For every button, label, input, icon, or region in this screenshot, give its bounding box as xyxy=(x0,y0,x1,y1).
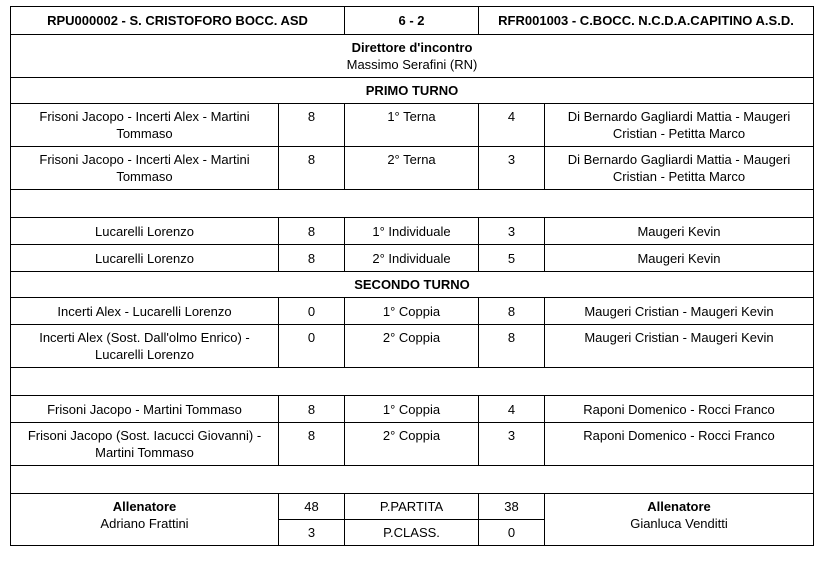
away-players: Maugeri Kevin xyxy=(545,245,814,272)
match-type: 2° Coppia xyxy=(345,325,479,368)
match-report-table xyxy=(10,6,814,546)
match-type: 1° Terna xyxy=(345,104,479,147)
secondo-turno-title: SECONDO TURNO xyxy=(11,272,814,298)
home-score: 0 xyxy=(279,325,345,368)
away-class-points: 0 xyxy=(479,520,545,546)
away-players: Raponi Domenico - Rocci Franco xyxy=(545,423,814,466)
away-coach-name: Gianluca Venditti xyxy=(630,516,728,531)
home-team: RPU000002 - S. CRISTOFORO BOCC. ASD xyxy=(11,7,345,35)
match-type: 1° Coppia xyxy=(345,298,479,325)
away-players: Di Bernardo Gagliardi Mattia - Maugeri Cristian - Petitta Marco xyxy=(545,147,814,190)
home-players: Lucarelli Lorenzo xyxy=(11,245,279,272)
home-partita-points: 48 xyxy=(279,494,345,520)
away-players: Raponi Domenico - Rocci Franco xyxy=(545,396,814,423)
away-score: 3 xyxy=(479,423,545,466)
match-row xyxy=(11,325,814,368)
away-partita-points: 38 xyxy=(479,494,545,520)
totals-row xyxy=(11,494,814,520)
match-score: 6 - 2 xyxy=(345,7,479,35)
home-players: Frisoni Jacopo (Sost. Iacucci Giovanni) - Martini Tommaso xyxy=(11,423,279,466)
class-label: P.CLASS. xyxy=(345,520,479,546)
home-score: 8 xyxy=(279,245,345,272)
match-type: 1° Individuale xyxy=(345,218,479,245)
header-row xyxy=(11,7,814,35)
director-row xyxy=(11,35,814,78)
section-title-row xyxy=(11,272,814,298)
match-row xyxy=(11,298,814,325)
primo-turno-title: PRIMO TURNO xyxy=(11,78,814,104)
partita-label: P.PARTITA xyxy=(345,494,479,520)
home-coach-name: Adriano Frattini xyxy=(100,516,189,531)
home-players: Frisoni Jacopo - Incerti Alex - Martini Tommaso xyxy=(11,147,279,190)
director-name: Massimo Serafini (RN) xyxy=(346,57,478,72)
home-coach-label: Allenatore xyxy=(112,499,177,514)
away-players: Maugeri Cristian - Maugeri Kevin xyxy=(545,298,814,325)
away-score: 8 xyxy=(479,298,545,325)
away-coach-cell xyxy=(545,494,814,546)
home-players: Incerti Alex (Sost. Dall'olmo Enrico) - Lucarelli Lorenzo xyxy=(11,325,279,368)
match-row xyxy=(11,423,814,466)
home-score: 8 xyxy=(279,423,345,466)
home-score: 8 xyxy=(279,218,345,245)
away-score: 3 xyxy=(479,218,545,245)
home-players: Lucarelli Lorenzo xyxy=(11,218,279,245)
away-team: RFR001003 - C.BOCC. N.C.D.A.CAPITINO A.S.D. xyxy=(479,7,814,35)
home-coach-cell xyxy=(11,494,279,546)
home-players: Frisoni Jacopo - Incerti Alex - Martini Tommaso xyxy=(11,104,279,147)
away-score: 8 xyxy=(479,325,545,368)
home-score: 8 xyxy=(279,104,345,147)
away-score: 4 xyxy=(479,104,545,147)
match-type: 2° Individuale xyxy=(345,245,479,272)
match-row xyxy=(11,218,814,245)
away-coach-label: Allenatore xyxy=(647,499,711,514)
home-score: 8 xyxy=(279,147,345,190)
section-title-row xyxy=(11,78,814,104)
spacer-row xyxy=(11,190,814,218)
match-row xyxy=(11,104,814,147)
match-type: 1° Coppia xyxy=(345,396,479,423)
home-score: 8 xyxy=(279,396,345,423)
match-type: 2° Coppia xyxy=(345,423,479,466)
home-class-points: 3 xyxy=(279,520,345,546)
home-players: Frisoni Jacopo - Martini Tommaso xyxy=(11,396,279,423)
home-players: Incerti Alex - Lucarelli Lorenzo xyxy=(11,298,279,325)
home-score: 0 xyxy=(279,298,345,325)
director-label: Direttore d'incontro xyxy=(351,40,473,55)
away-score: 5 xyxy=(479,245,545,272)
director-cell xyxy=(11,35,814,78)
match-type: 2° Terna xyxy=(345,147,479,190)
away-players: Di Bernardo Gagliardi Mattia - Maugeri Cristian - Petitta Marco xyxy=(545,104,814,147)
away-players: Maugeri Kevin xyxy=(545,218,814,245)
spacer-row xyxy=(11,368,814,396)
match-row xyxy=(11,396,814,423)
away-score: 4 xyxy=(479,396,545,423)
spacer-row xyxy=(11,466,814,494)
match-row xyxy=(11,245,814,272)
away-players: Maugeri Cristian - Maugeri Kevin xyxy=(545,325,814,368)
away-score: 3 xyxy=(479,147,545,190)
match-row xyxy=(11,147,814,190)
